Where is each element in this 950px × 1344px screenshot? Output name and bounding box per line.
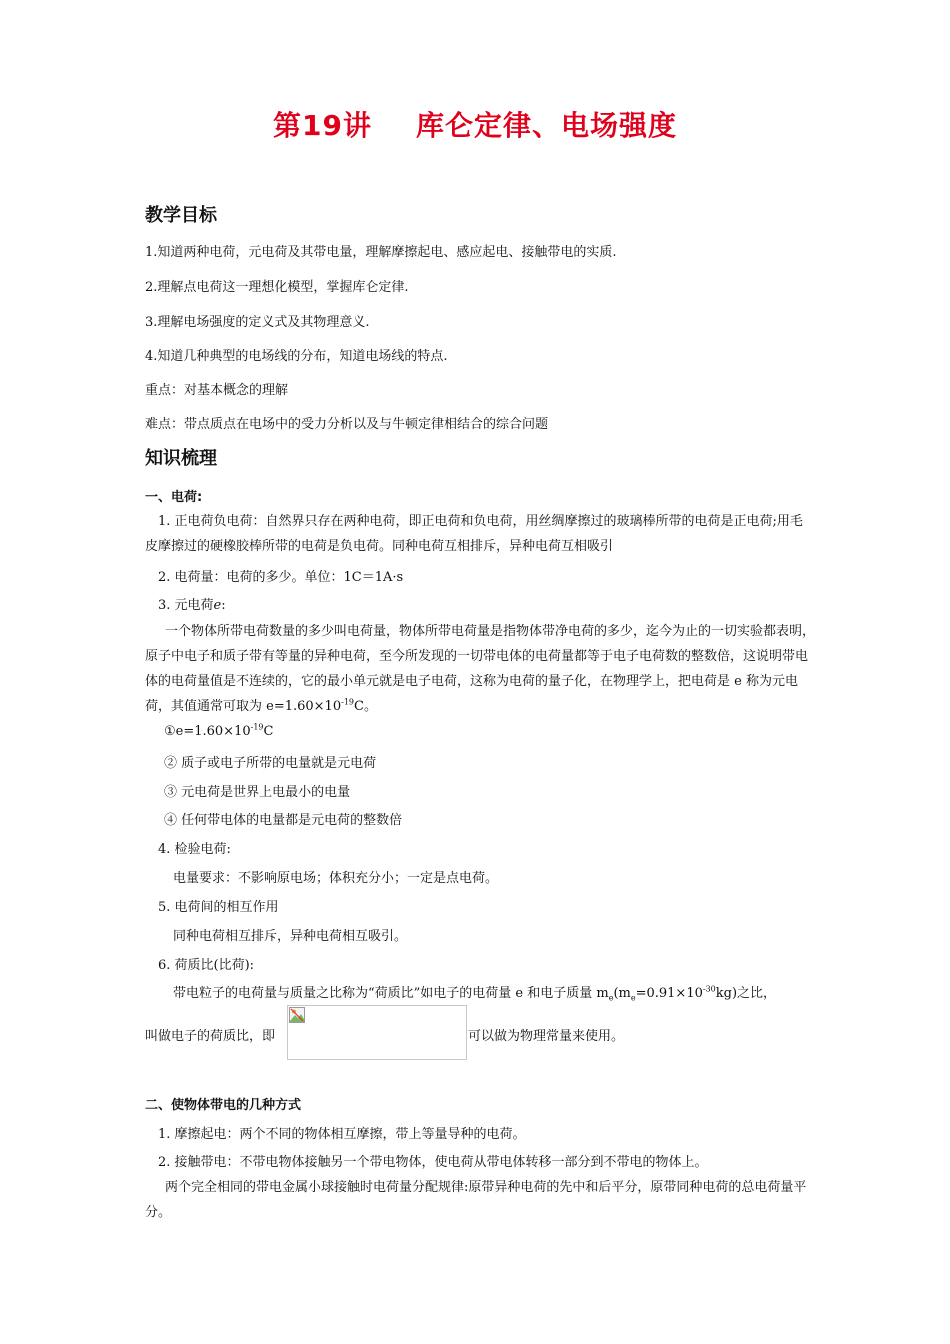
goal-item: 2.理解点电荷这一理想化模型，掌握库仑定律. (145, 280, 409, 295)
para-exp: -19 (341, 697, 354, 707)
elementary-charge-paragraph (145, 619, 815, 719)
interaction-desc: 同种电荷相互排斥，异种电荷相互吸引。 (173, 929, 408, 944)
point-text: ①e=1.60×10 (164, 724, 251, 739)
ratio-line-2-end: 可以做为物理常量来使用。 (468, 1029, 625, 1044)
para-text: 一个物体所带电荷数量的多少叫电荷量，物体所带电荷量是指物体带净电荷的多少，迄今为止的一切实验都表明，原子中电子和质子带有等量的异种电荷，至今所发现的一切带电体的电荷量都等于电子电荷数的整数倍，这说明带电体的电荷量值是不连续的，它的最小单元就是电子电荷，这称为电荷的量子化，在物理学上，把电荷是 e 称为元电荷，其值通常可取为 e=1.60×10 (145, 624, 816, 714)
point-1 (164, 724, 273, 739)
charge-item-1: 1. 正电荷负电荷：自然界只存在两种电荷，即正电荷和负电荷，用丝绸摩擦过的玻璃棒所带的电荷是正电荷;用毛皮摩擦过的硬橡胶棒所带的电荷是负电荷。同种电荷互相排斥，异种电荷互相吸引 (145, 514, 803, 554)
ratio-sub-2: e (630, 993, 636, 1003)
ratio-exp: -30 (702, 984, 716, 994)
point-4: ④ 任何带电体的电量都是元电荷的整数倍 (164, 813, 403, 828)
ratio-sub-1: e (608, 993, 614, 1003)
distribution-rule: 两个完全相同的带电金属小球接触时电荷量分配规律:原带异种电荷的先中和后平分，原带同种电荷的总电荷量平分。 (145, 1180, 807, 1220)
item3-colon: : (221, 598, 226, 613)
section1-heading: 一、电荷: (145, 490, 203, 505)
formula-image-placeholder (287, 1005, 467, 1060)
charge-item-6: 6. 荷质比(比荷): (158, 958, 255, 973)
section2-heading: 二、使物体带电的几种方式 (145, 1098, 302, 1113)
point-tail: C (263, 724, 274, 739)
test-charge-desc: 电量要求：不影响原电场；体积充分小；一定是点电荷。 (173, 871, 499, 886)
broken-image-icon (289, 1007, 305, 1023)
method-item-2: 2. 接触带电：不带电物体接触另一个带电物体，使电荷从带电体转移一部分到不带电的物体上。 (158, 1155, 708, 1170)
point-exp: -19 (250, 722, 264, 732)
charge-item-5: 5. 电荷间的相互作用 (158, 900, 279, 915)
goal-item: 1.知道两种电荷，元电荷及其带电量，理解摩擦起电、感应起电、接触带电的实质. (145, 245, 617, 260)
point-3: ③ 元电荷是世界上电最小的电量 (164, 785, 351, 800)
goal-item: 3.理解电场强度的定义式及其物理意义. (145, 315, 370, 330)
key-point: 重点：对基本概念的理解 (145, 383, 289, 398)
point-2: ② 质子或电子所带的电量就是元电荷 (164, 756, 377, 771)
ratio-text-c: =0.91×10 (635, 986, 703, 1001)
item3-label: 3. 元电荷 (158, 598, 214, 613)
charge-item-4: 4. 检验电荷: (158, 842, 231, 857)
item3-var: e (213, 598, 222, 613)
charge-mass-ratio-desc (173, 982, 776, 1001)
ratio-text-b: (m (613, 986, 631, 1001)
ratio-text-a: 带电粒子的电荷量与质量之比称为“荷质比”如电子的电荷量 e 和电子质量 m (173, 986, 609, 1001)
knowledge-heading: 知识梳理 (145, 448, 217, 469)
charge-item-2: 2. 电荷量：电荷的多少。单位：1C＝1A·s (158, 570, 404, 585)
ratio-text-d: kg)之比， (715, 986, 777, 1001)
difficult-point: 难点：带点质点在电场中的受力分析以及与牛顿定律相结合的综合问题 (145, 417, 549, 432)
ratio-line-2-start: 叫做电子的荷质比，即 (145, 1029, 276, 1044)
para-tail: C。 (354, 699, 377, 714)
lecture-topic: 库仑定律、电场强度 (415, 109, 677, 142)
method-item-1: 1. 摩擦起电：两个不同的物体相互摩擦，带上等量导种的电荷。 (158, 1127, 526, 1142)
goals-heading: 教学目标 (145, 205, 217, 226)
lecture-number: 第19讲 (273, 109, 372, 142)
page-title (0, 104, 950, 144)
goal-item: 4.知道几种典型的电场线的分布，知道电场线的特点. (145, 349, 448, 364)
charge-item-3 (158, 594, 226, 613)
